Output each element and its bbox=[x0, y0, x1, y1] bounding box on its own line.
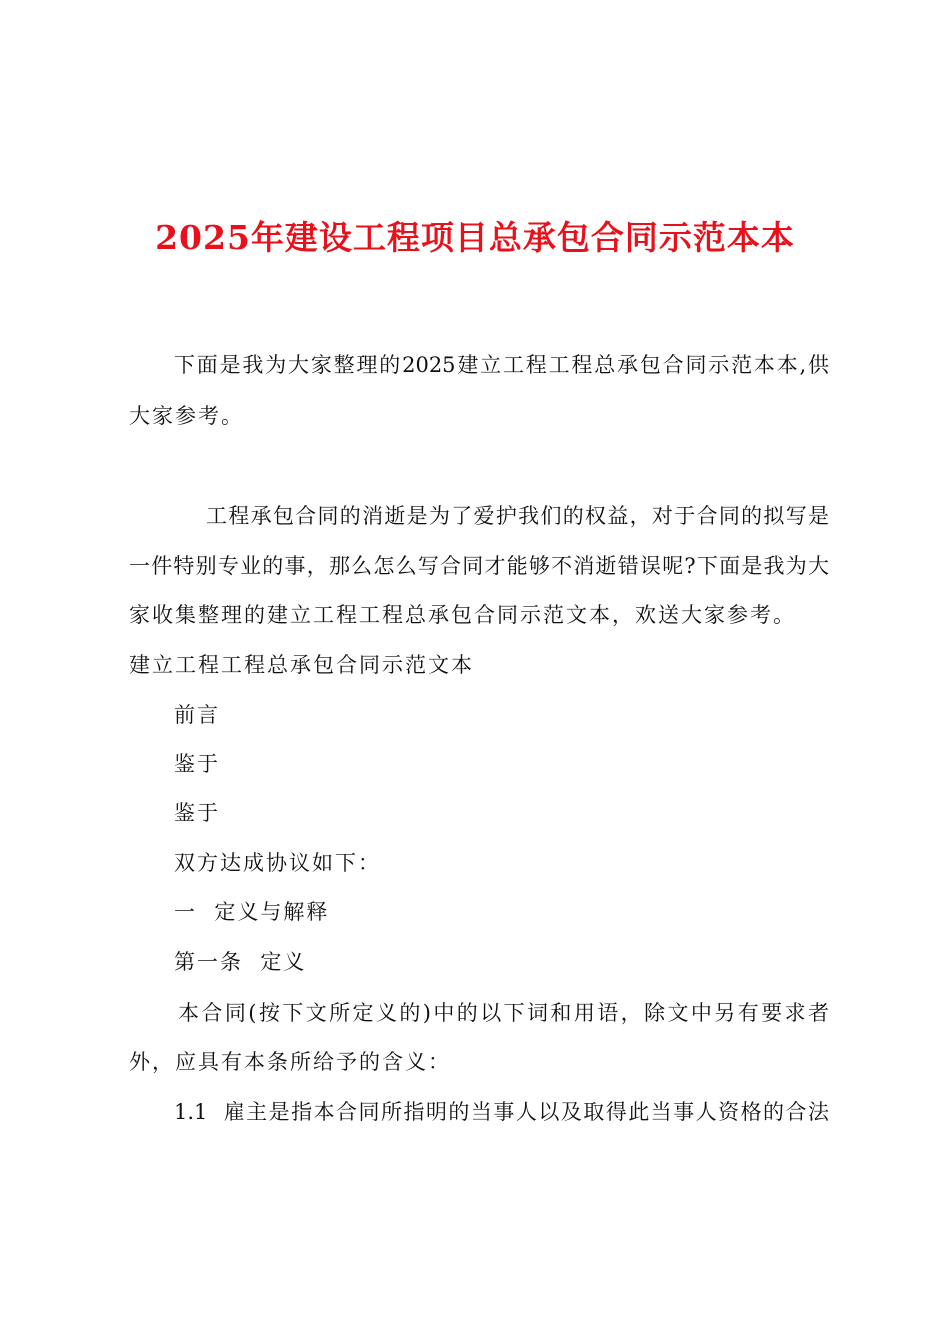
preface-heading: 前言 bbox=[174, 703, 220, 727]
contract-heading: 建立工程工程总承包合同示范文本 bbox=[129, 653, 474, 677]
item-1-1: 1.1 雇主是指本合同所指明的当事人以及取得此当事人资格的合法 bbox=[174, 1100, 829, 1124]
clause-line-2: 外，应具有本条所给予的含义： bbox=[129, 1050, 451, 1074]
article-heading: 第一条 定义 bbox=[174, 950, 307, 974]
intro-line-1: 下面是我为大家整理的2025建立工程工程总承包合同示范本本,供 bbox=[174, 353, 829, 377]
paragraph-line-2: 一件特别专业的事，那么怎么写合同才能够不消逝错误呢?下面是我为大 bbox=[129, 554, 829, 578]
whereas-line-1: 鉴于 bbox=[174, 752, 220, 776]
intro-line-2: 大家参考。 bbox=[129, 404, 244, 428]
clause-line-1: 本合同(按下文所定义的)中的以下词和用语，除文中另有要求者 bbox=[178, 1001, 829, 1025]
paragraph-line-1: 工程承包合同的消逝是为了爱护我们的权益，对于合同的拟写是 bbox=[206, 504, 829, 528]
agreement-line: 双方达成协议如下： bbox=[174, 851, 381, 875]
paragraph-line-3: 家收集整理的建立工程工程总承包合同示范文本，欢送大家参考。 bbox=[129, 603, 796, 627]
document-title: 2025年建设工程项目总承包合同示范本本 bbox=[155, 218, 795, 257]
section-heading: 一 定义与解释 bbox=[174, 900, 330, 924]
whereas-line-2: 鉴于 bbox=[174, 801, 220, 825]
